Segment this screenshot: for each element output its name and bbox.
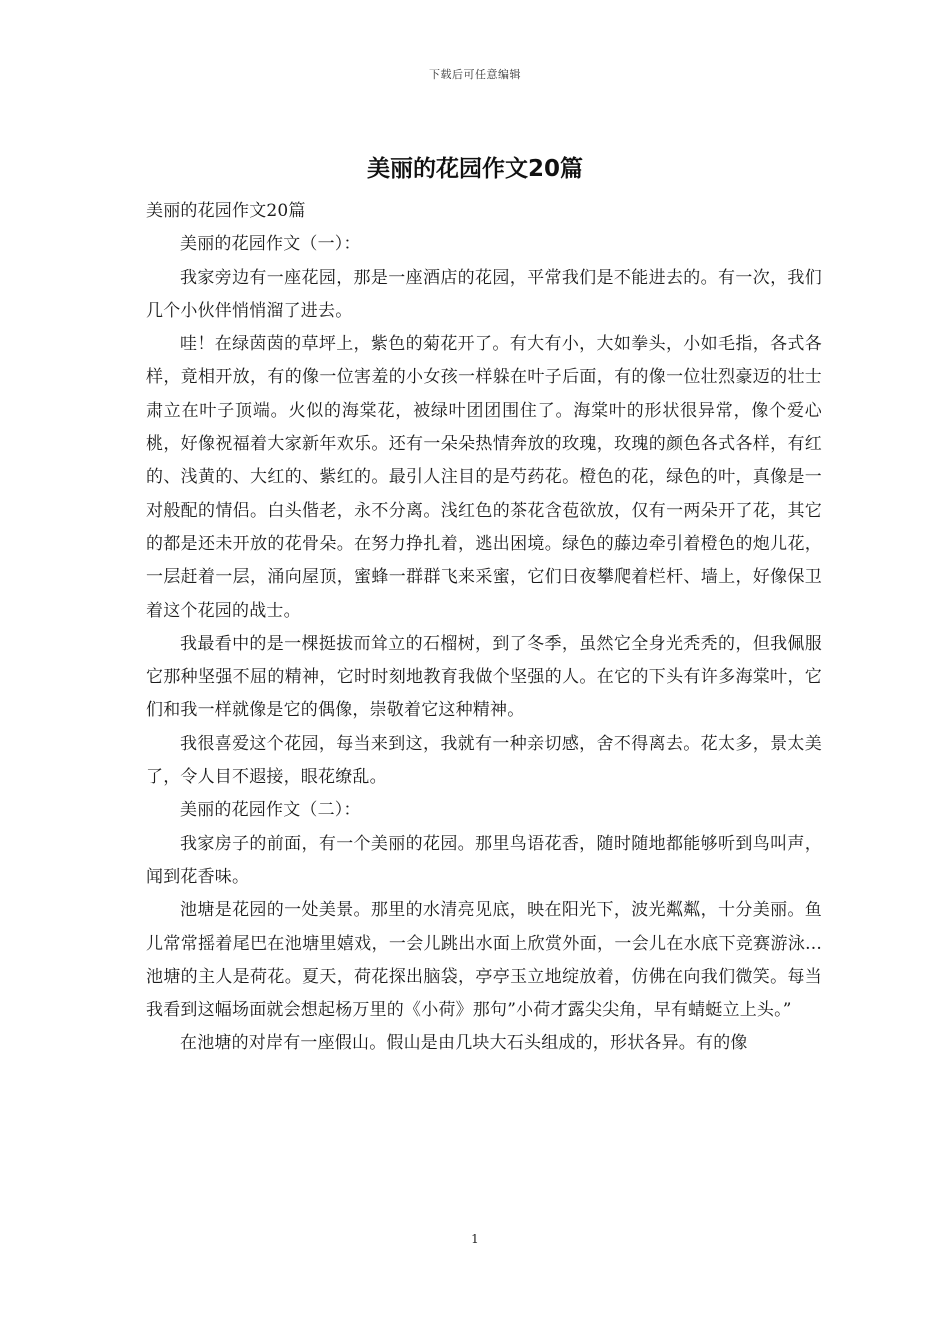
paragraph: 池塘是花园的一处美景。那里的水清亮见底，映在阳光下，波光粼粼，十分美丽。鱼儿常常摇着尾巴在池塘里嬉戏，一会儿跳出水面上欣赏外面，一会儿在水底下竞赛游泳...池塘的主人是荷花。夏天，荷花探出脑袋，亭亭玉立地绽放着，仿佛在向我们微笑。每当我看到这幅场面就会想起杨万里的《小荷》那句”小荷才露尖尖角，早有蜻蜓立上头。”: [146, 900, 822, 1021]
paragraph: 哇！在绿茵茵的草坪上，紫色的菊花开了。有大有小，大如拳头，小如毛指，各式各样，竟相开放，有的像一位害羞的小女孩一样躲在叶子后面，有的像一位壮烈豪迈的壮士肃立在叶子顶端。火似的海棠花，被绿叶团团围住了。海棠叶的形状很异常，像个爱心桃，好像祝福着大家新年欢乐。还有一朵朵热情奔放的玫瑰，玫瑰的颜色各式各样，有红的、浅黄的、大红的、紫红的。最引人注目的是芍药花。橙色的花，绿色的叶，真像是一对般配的情侣。白头偕老，永不分离。浅红色的茶花含苞欲放，仅有一两朵开了花，其它的都是还未开放的花骨朵。在努力挣扎着，逃出困境。绿色的藤边牵引着橙色的炮儿花，一层赶着一层，涌向屋顶，蜜蜂一群群飞来采蜜，它们日夜攀爬着栏杆、墙上，好像保卫着这个花园的战士。: [146, 334, 822, 621]
essay-heading-1: 美丽的花园作文（一）：: [180, 234, 361, 255]
essay-heading-2: 美丽的花园作文（二）：: [180, 800, 361, 821]
paragraph: 我最看中的是一棵挺拔而耸立的石榴树，到了冬季，虽然它全身光秃秃的，但我佩服它那种坚强不屈的精神，它时时刻地教育我做个坚强的人。在它的下头有许多海棠叶，它们和我一样就像是它的偶像，崇敬着它这种精神。: [146, 633, 822, 721]
paragraph: 在池塘的对岸有一座假山。假山是由几块大石头组成的，形状各异。有的像: [180, 1033, 748, 1054]
paragraph: 我很喜爱这个花园，每当来到这，我就有一种亲切感，舍不得离去。花太多，景太美了，令人目不遐接，眼花缭乱。: [146, 733, 822, 788]
paragraph: 我家旁边有一座花园，那是一座酒店的花园，平常我们是不能进去的。有一次，我们几个小伙伴悄悄溜了进去。: [146, 267, 822, 321]
header-note: 下载后可任意编辑: [429, 68, 521, 81]
document-body: [146, 195, 822, 1061]
subtitle: 美丽的花园作文20篇: [146, 201, 306, 221]
paragraph: 我家房子的前面，有一个美丽的花园。那里鸟语花香，随时随地都能够听到鸟叫声，闻到花香味。: [146, 833, 822, 887]
document-title: 美丽的花园作文20篇: [366, 156, 583, 182]
page-number: 1: [471, 1232, 479, 1246]
